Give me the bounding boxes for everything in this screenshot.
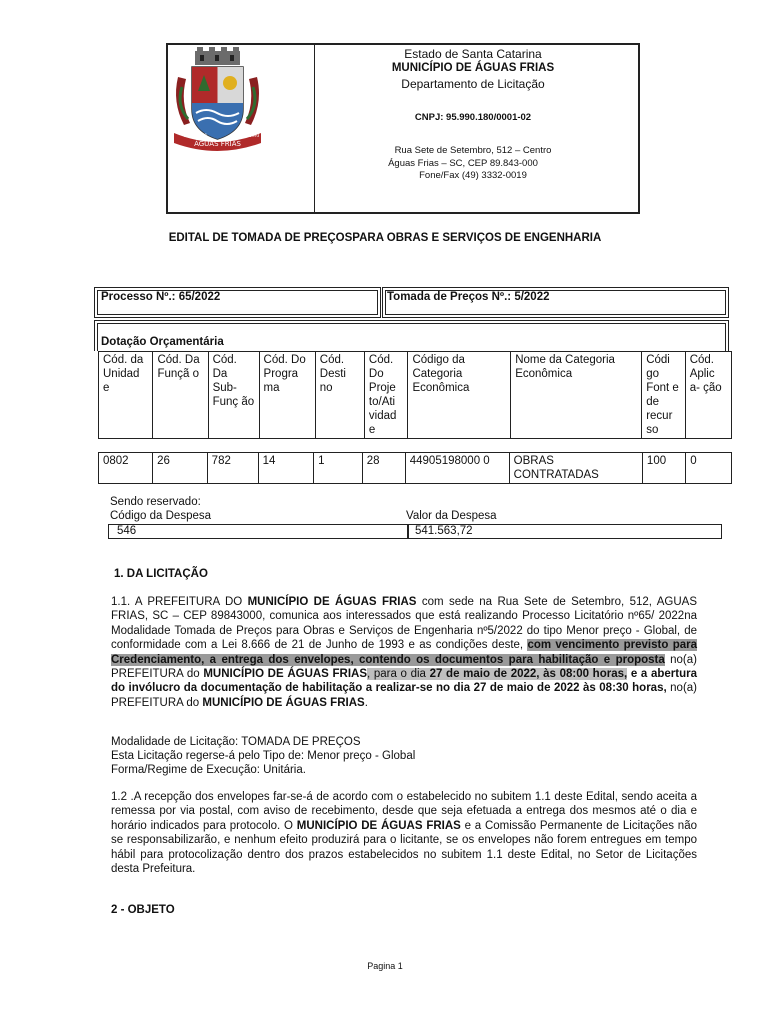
- col-header-unidade: Cód. da Unidad e: [99, 352, 153, 439]
- crest-banner-text: ÁGUAS FRIAS: [194, 140, 241, 148]
- cell-destino: 1: [314, 453, 363, 484]
- dotacao-value-table: [98, 452, 732, 484]
- tomada-number: Tomada de Preços Nº.: 5/2022: [387, 291, 550, 303]
- header-phone: Fone/Fax (49) 3332-0019: [419, 170, 527, 181]
- cell-codigo-categoria: 44905198000 0: [405, 453, 509, 484]
- cell-programa: 14: [258, 453, 314, 484]
- paragraph-1-1: [111, 595, 697, 710]
- highlight-deadline: com vencimento previsto para Credenciamento, a entrega dos envelopes, contendo os documentos para habilitação e proposta: [111, 639, 697, 666]
- col-header-funcao: Cód. Da Funçã o: [153, 352, 208, 439]
- cell-funcao: 26: [153, 453, 208, 484]
- text-span: .: [364, 696, 368, 709]
- municipality-name: MUNICÍPIO DE ÁGUAS FRIAS: [296, 819, 461, 832]
- header-municipality: MUNICÍPIO DE ÁGUAS FRIAS: [391, 62, 555, 74]
- col-header-destino: Cód. Desti no: [315, 352, 364, 439]
- processo-box: [94, 287, 381, 318]
- document-title: EDITAL DE TOMADA DE PREÇOSPARA OBRAS E SERVIÇOS DE ENGENHARIA: [168, 232, 602, 244]
- text-span: 1.2 .A recepção dos envelopes far-se-á de acordo com o estabelecido no subitem 1.1 deste Edital, sendo aceita a remessa por via postal, com aviso de recebimento, desde que seja efetuada a entrega dos mesmos até o dia e horário indicados para protocolo. O: [111, 791, 697, 832]
- municipality-name: MUNICÍPIO DE ÁGUAS FRIAS: [202, 696, 365, 709]
- codigo-despesa-label: Código da Despesa: [110, 510, 212, 522]
- header-department: Departamento de Licitação: [401, 77, 545, 91]
- text-span: e a Comissão Permanente de Licitações não se responsabilizarão, e nenhum efeito produzirá para o licitante, se os envelopes não forem entregues em tempo hábil para protocolização dentro dos prazos estabelecidos no subitem 1.1 deste Edital, no Setor de Licitações desta Prefeitura.: [111, 819, 697, 876]
- forma-line: Forma/Regime de Execução: Unitária.: [111, 764, 306, 776]
- crest-date-left: 20-12-1991: [184, 133, 208, 138]
- text-span: com sede na Rua Sete de Setembro, 512, AGUAS FRIAS, SC – CEP 89843000, comunica aos interessados que está realizando Processo Licitatório nº65/ 2022na Modalidade Tomada de Preços para Obras e Serviços de Engenharia nº5/2022 do tipo Menor preço - Global, de conformidade com a Lei 8.666 de 21 de Junho de 1993 e as condições deste,: [111, 596, 697, 652]
- col-header-programa: Cód. Do Progra ma: [259, 352, 315, 439]
- municipality-name: MUNICÍPIO DE ÁGUAS FRIAS: [203, 668, 368, 681]
- cell-projeto: 28: [362, 453, 405, 484]
- col-header-nome-categoria: Nome da Categoria Econômica: [511, 352, 642, 439]
- cell-unidade: 0802: [99, 453, 153, 484]
- dotacao-box: [94, 320, 729, 351]
- text-span: , para o dia: [367, 668, 430, 681]
- dotacao-header-row: [99, 352, 732, 439]
- modalidade-line: Modalidade de Licitação: TOMADA DE PREÇOS: [111, 736, 361, 748]
- opening-text: e a abertura do invólucro da documentação de habilitação a realizar-se no dia 27 de maio de 2022 às 08:30 horas,: [111, 668, 697, 695]
- table-row: [99, 453, 732, 484]
- codigo-despesa-value: 546: [108, 524, 408, 539]
- col-header-subfuncao: Cód. Da Sub- Funç ão: [208, 352, 259, 439]
- municipal-crest-logo: [170, 47, 265, 155]
- section2-heading: 2 - OBJETO: [111, 904, 175, 916]
- dotacao-header-table: [98, 351, 732, 439]
- highlight-date: 27 de maio de 2022, às 08:00 horas,: [429, 668, 628, 681]
- header-address1: Rua Sete de Setembro, 512 – Centro: [394, 145, 552, 156]
- paragraph-1-2: [111, 790, 697, 876]
- tipo-line: Esta Licitação regerse-á pelo Tipo de: Menor preço - Global: [111, 750, 416, 762]
- header-state: Estado de Santa Catarina: [404, 47, 542, 61]
- header-address2: Águas Frias – SC, CEP 89.843-000: [388, 158, 538, 169]
- col-header-fonte: Códi go Font e de recur so: [642, 352, 685, 439]
- col-header-projeto: Cód. Do Proje to/Ati vidad e: [364, 352, 408, 439]
- crest-date-right: 01-01-1993: [236, 133, 260, 138]
- cell-nome-categoria: OBRAS CONTRATADAS: [509, 453, 642, 484]
- dotacao-label: Dotação Orçamentária: [101, 336, 224, 348]
- text-span: no(a) PREFEITURA do: [111, 653, 697, 681]
- header-cnpj: CNPJ: 95.990.180/0001-02: [414, 112, 532, 123]
- col-header-codigo-categoria: Código da Categoria Econômica: [408, 352, 511, 439]
- text-span: no(a) PREFEITURA do: [111, 682, 698, 709]
- text-span: 1.1. A PREFEITURA DO: [111, 596, 248, 608]
- section1-heading: 1. DA LICITAÇÃO: [114, 568, 208, 580]
- page-number: Pagina 1: [367, 961, 403, 971]
- tomada-box: [382, 287, 729, 318]
- cell-fonte: 100: [642, 453, 685, 484]
- processo-number: Processo Nº.: 65/2022: [101, 291, 221, 303]
- reserva-label: Sendo reservado:: [110, 496, 201, 508]
- valor-despesa-label: Valor da Despesa: [406, 510, 497, 522]
- valor-despesa-value: 541.563,72: [408, 524, 722, 539]
- cell-subfuncao: 782: [207, 453, 258, 484]
- col-header-aplicacao: Cód. Aplic a- ção: [685, 352, 731, 439]
- municipality-name: MUNICÍPIO DE ÁGUAS FRIAS: [247, 596, 417, 608]
- cell-aplicacao: 0: [686, 453, 732, 484]
